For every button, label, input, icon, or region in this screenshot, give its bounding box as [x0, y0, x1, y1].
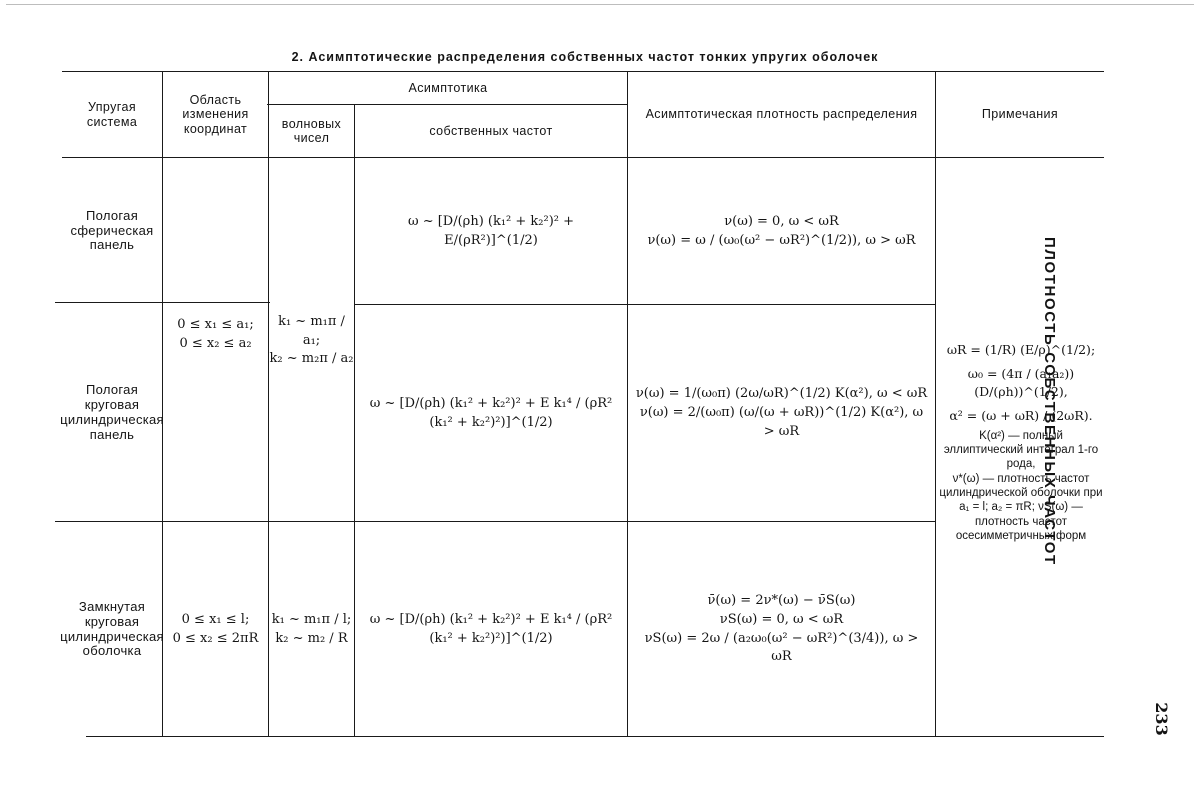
page-number: 233	[1152, 702, 1171, 736]
row1-system: Пологая сферическая панель	[70, 207, 154, 253]
row1-separator-freq	[354, 304, 936, 305]
header-system: Упругая система	[86, 100, 138, 129]
header-eigenfrequencies: собственных частот	[429, 123, 553, 138]
notes-cell	[938, 330, 1104, 590]
row1-frequency: ω ~ [D/(ρh) (k₁² + k₂²)² + E/(ρR²)]^(1/2)	[407, 214, 575, 248]
row3-frequency: ω ~ [D/(ρh) (k₁² + k₂²)² + E k₁⁴ / (ρR² (k₁² + k₂²)²)]^(1/2)	[369, 611, 613, 646]
header-notes: Примечания	[981, 107, 1059, 122]
row3-density: ν̄(ω) = 2ν*(ω) − ν̄S(ω) νS(ω) = 0, ω < ωR νS(ω) = 2ω / (a₂ω₀(ω² − ωR²)^(3/4)), ω > ωR	[644, 592, 919, 665]
row2-system: Пологая круговая цилиндрическая панель	[60, 382, 164, 442]
header-wave-numbers: волновых чисел	[281, 116, 342, 145]
scan-top-edge	[6, 4, 1194, 5]
row2-separator	[55, 521, 936, 522]
note-omega-0: ω₀ = (4π / (a₁a₂)) (D/(ρh))^(1/2),	[967, 366, 1075, 400]
running-side-title: ПЛОТНОСТЬ СОБСТВЕННЫХ ЧАСТОТ	[1041, 237, 1058, 566]
header-asymptotics: Асимптотика	[408, 80, 488, 95]
row1-density: ν(ω) = 0, ω < ωR ν(ω) = ω / (ω₀(ω² − ωR²)^(1/2)), ω > ωR	[647, 214, 916, 248]
table-bottom-rule	[86, 736, 1104, 737]
note-omega-r: ωR = (1/R) (E/ρ)^(1/2);	[946, 342, 1096, 357]
panels-domain: 0 ≤ x₁ ≤ a₁; 0 ≤ x₂ ≤ a₂	[177, 317, 254, 351]
header-bottom-rule	[62, 157, 1104, 158]
row3-domain: 0 ≤ x₁ ≤ l; 0 ≤ x₂ ≤ 2πR	[172, 611, 259, 646]
note-density-definitions: ν*(ω) — плотность частот цилиндрической оболочки при a₁ = l; a₂ = πR; νS(ω) — плотность частот осесимметричных форм	[939, 472, 1103, 543]
panels-wave-numbers: k₁ ~ m₁π / a₁; k₂ ~ m₂π / a₂	[269, 313, 354, 367]
row2-frequency: ω ~ [D/(ρh) (k₁² + k₂²)² + E k₁⁴ / (ρR² (k₁² + k₂²)²)]^(1/2)	[369, 395, 613, 430]
col-divider-5	[935, 71, 936, 736]
note-elliptic-integral: K(α²) — полный эллиптический интеграл 1-го рода,	[943, 429, 1099, 471]
header-domain: Область изменения координат	[182, 92, 249, 136]
note-alpha: α² = (ω + ωR) / (2ωR).	[949, 408, 1093, 424]
table-title: 2. Асимптотические распределения собственных частот тонких упругих оболочек	[291, 50, 879, 64]
row3-wave-numbers: k₁ ~ m₁π / l; k₂ ~ m₂ / R	[271, 611, 352, 646]
header-density: Асимптотическая плотность распределения	[645, 107, 918, 122]
row2-density: ν(ω) = 1/(ω₀π) (2ω/ωR)^(1/2) K(α²), ω < ωR ν(ω) = 2/(ω₀π) (ω/(ω + ωR))^(1/2) K(α²), ω > ωR	[635, 386, 928, 439]
row3-system: Замкнутая круговая цилиндрическая оболочка	[60, 598, 164, 659]
